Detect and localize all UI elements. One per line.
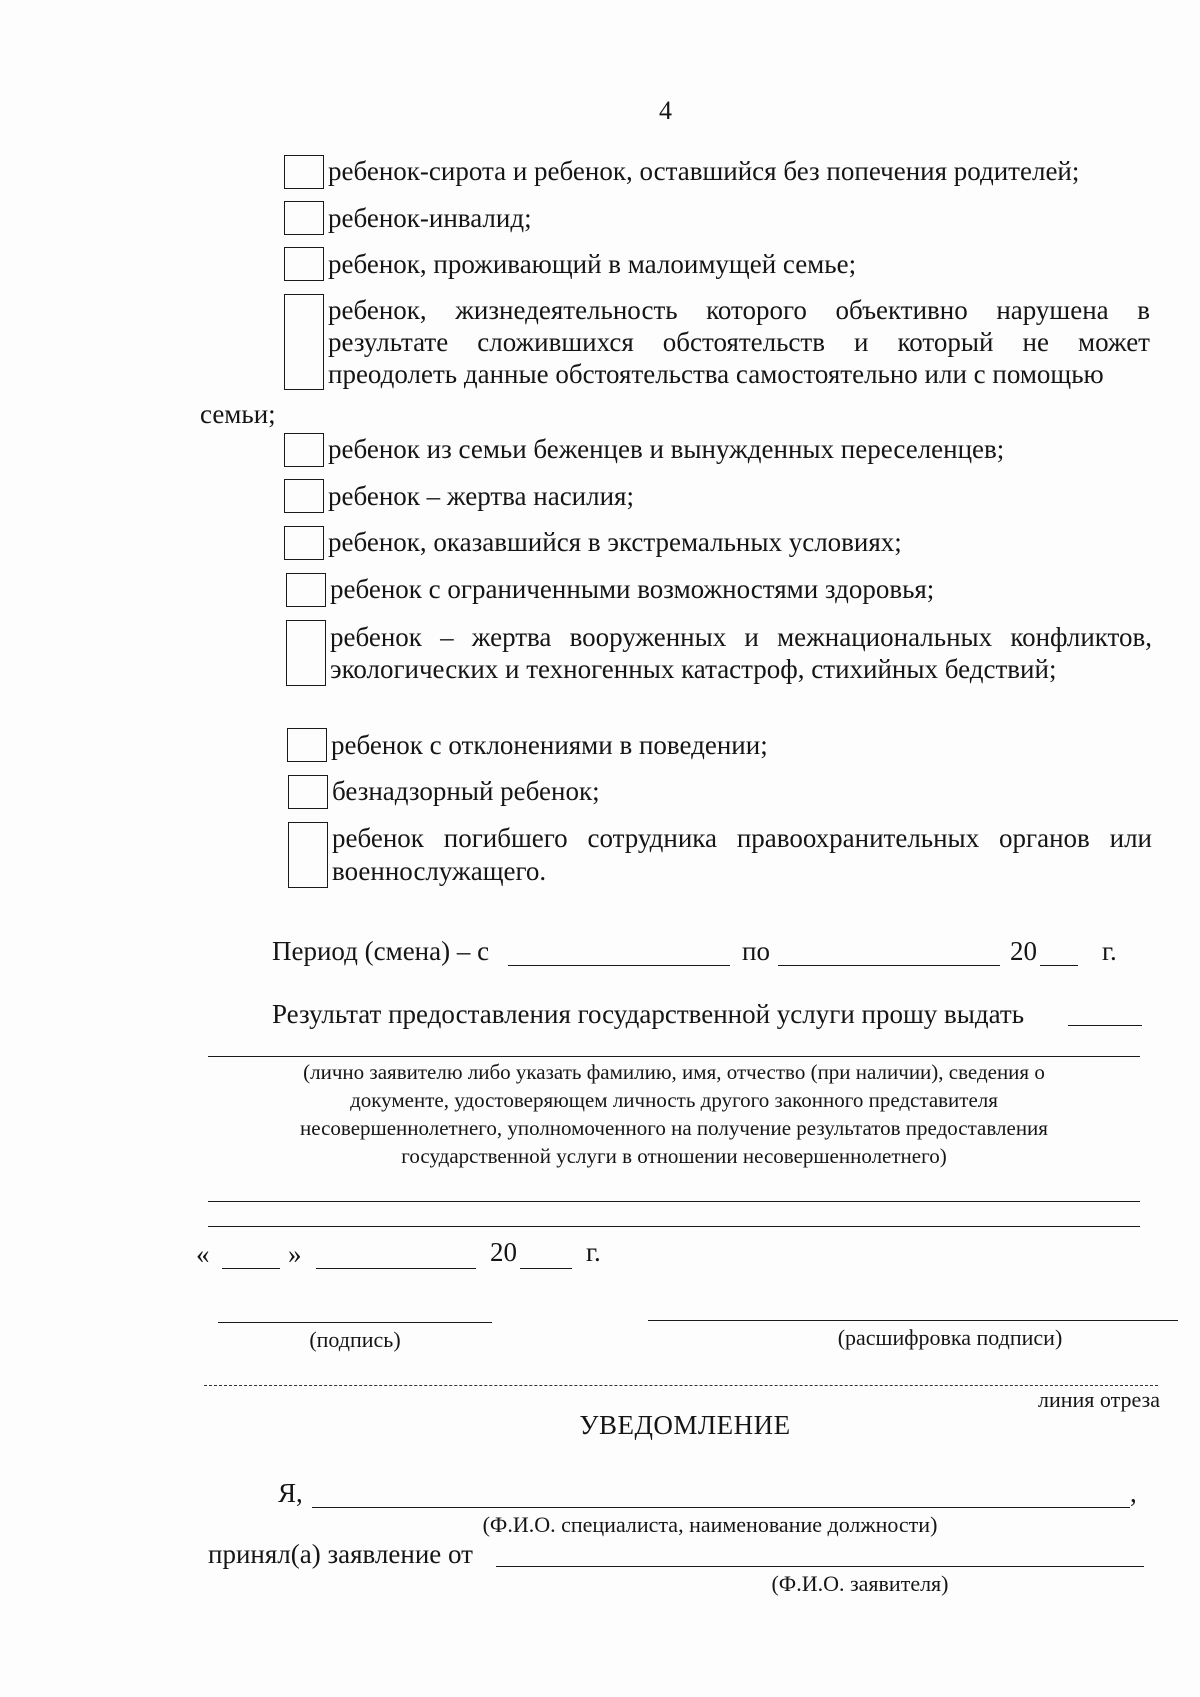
- checkbox-low-income-family[interactable]: [284, 247, 324, 281]
- option-label: ребенок-сирота и ребенок, оставшийся без попечения родителей;: [328, 156, 1080, 186]
- option-line: ребенок – жертва вооруженных и межнациональных конфликтов,: [330, 622, 1152, 652]
- option-label: безнадзорный ребенок;: [332, 776, 600, 806]
- date-close-quote: »: [288, 1239, 302, 1269]
- signature-field[interactable]: [218, 1322, 492, 1323]
- date-year-suffix: г.: [586, 1237, 601, 1267]
- checkbox-neglected-child[interactable]: [288, 775, 328, 809]
- checkbox-conflict-victim[interactable]: [286, 620, 326, 686]
- period-to-field[interactable]: [778, 965, 1000, 966]
- signature-decode-hint: (расшифровка подписи): [837, 1325, 1063, 1350]
- checkbox-difficult-circumstances[interactable]: [284, 294, 324, 390]
- date-open-quote: «: [196, 1239, 210, 1269]
- option-label: ребенок из семьи беженцев и вынужденных переселенцев;: [328, 434, 1005, 464]
- period-middle-label: по: [742, 936, 770, 966]
- result-hint-line: несовершеннолетнего, уполномоченного на получение результатов предоставления: [300, 1116, 1048, 1140]
- option-line: военнослужащего.: [332, 856, 547, 886]
- option-line-tail: семьи;: [200, 399, 276, 429]
- option-line: результате сложившихся обстоятельств и который не может: [328, 327, 1150, 357]
- notice-title: УВЕДОМЛЕНИЕ: [579, 1410, 791, 1440]
- option-line: экологических и техногенных катастроф, стихийных бедствий;: [330, 654, 1057, 684]
- signature-decode-field[interactable]: [648, 1320, 1178, 1321]
- result-extra-field-line[interactable]: [208, 1226, 1140, 1227]
- option-label: ребенок-инвалид;: [328, 203, 532, 233]
- applicant-hint: (Ф.И.О. заявителя): [771, 1571, 949, 1596]
- date-year-field[interactable]: [520, 1268, 572, 1269]
- checkbox-limited-health[interactable]: [286, 573, 326, 607]
- date-day-field[interactable]: [222, 1268, 280, 1269]
- specialist-hint: (Ф.И.О. специалиста, наименование должности): [482, 1512, 938, 1537]
- result-recipient-field-line[interactable]: [208, 1056, 1140, 1057]
- checkbox-refugee-family[interactable]: [284, 433, 324, 467]
- option-label: ребенок, проживающий в малоимущей семье;: [328, 249, 857, 279]
- option-label: ребенок, оказавшийся в экстремальных условиях;: [328, 527, 902, 557]
- applicant-name-field[interactable]: [496, 1566, 1144, 1567]
- cut-line-label: линия отреза: [1038, 1387, 1160, 1412]
- page-number: 4: [659, 96, 672, 125]
- result-hint-line: государственной услуги в отношении несовершеннолетнего): [401, 1144, 947, 1168]
- period-from-field[interactable]: [508, 965, 730, 966]
- checkbox-behavior-deviation[interactable]: [287, 728, 327, 762]
- result-extra-field-line[interactable]: [208, 1201, 1140, 1202]
- period-label: Период (смена) – с: [272, 936, 490, 966]
- option-line: ребенок, жизнедеятельность которого объективно нарушена в: [328, 295, 1150, 325]
- result-label: Результат предоставления государственной услуги прошу выдать: [272, 999, 1025, 1029]
- specialist-name-field[interactable]: [312, 1507, 1130, 1508]
- checkbox-extreme-conditions[interactable]: [284, 526, 324, 560]
- signature-hint: (подпись): [309, 1327, 401, 1352]
- notice-accepted-label: принял(а) заявление от: [208, 1539, 473, 1569]
- option-label: ребенок с отклонениями в поведении;: [331, 730, 768, 760]
- result-hint-line: документе, удостоверяющем личность другого законного представителя: [350, 1088, 998, 1112]
- option-line: преодолеть данные обстоятельства самостоятельно или с помощью: [328, 359, 1104, 389]
- notice-i-label: Я,: [278, 1478, 303, 1508]
- checkbox-disabled-child[interactable]: [284, 201, 324, 235]
- result-hint-line: (лично заявителю либо указать фамилию, имя, отчество (при наличии), сведения о: [303, 1060, 1045, 1084]
- checkbox-violence-victim[interactable]: [284, 479, 324, 513]
- result-recipient-field[interactable]: [1068, 1025, 1142, 1026]
- checkbox-deceased-officer-child[interactable]: [288, 822, 328, 888]
- period-year-field[interactable]: [1040, 965, 1078, 966]
- date-year-prefix: 20: [490, 1237, 517, 1267]
- option-line: ребенок погибшего сотрудника правоохранительных органов или: [332, 823, 1152, 853]
- checkbox-orphan[interactable]: [284, 155, 324, 189]
- option-label: ребенок с ограниченными возможностями здоровья;: [330, 574, 935, 604]
- period-year-suffix: г.: [1102, 936, 1117, 966]
- date-month-field[interactable]: [316, 1268, 476, 1269]
- option-label: ребенок – жертва насилия;: [328, 481, 634, 511]
- notice-comma: ,: [1130, 1478, 1137, 1508]
- period-year-prefix: 20: [1010, 936, 1037, 966]
